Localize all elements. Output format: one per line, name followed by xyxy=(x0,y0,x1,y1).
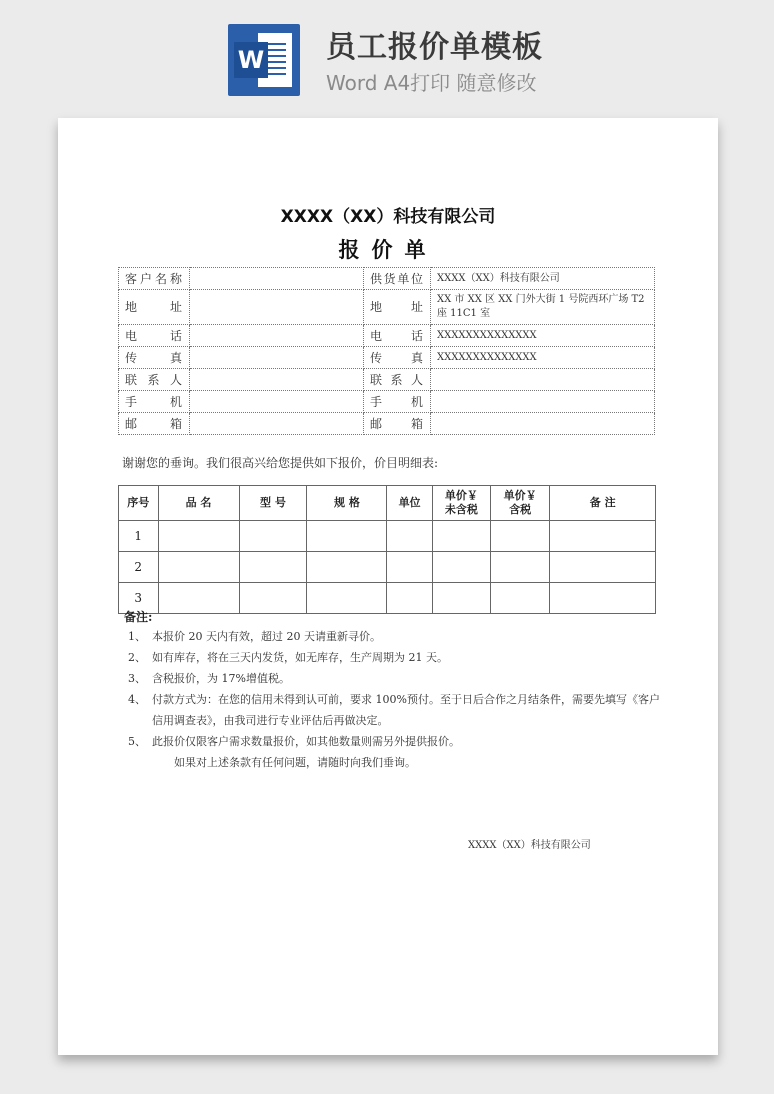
info-value-customer[interactable] xyxy=(190,290,364,325)
quote-cell[interactable] xyxy=(239,521,307,552)
info-row xyxy=(119,413,655,435)
document-page xyxy=(58,118,718,1055)
info-label: 联 系 人 xyxy=(119,369,190,391)
info-row xyxy=(119,268,655,290)
quote-cell[interactable] xyxy=(307,552,387,583)
word-document-icon xyxy=(228,24,300,96)
info-label-supplier: 邮 箱 xyxy=(364,413,431,435)
info-value-customer[interactable] xyxy=(190,413,364,435)
quote-column-header: 单位 xyxy=(387,486,432,521)
banner-subtitle: Word A4打印 随意修改 xyxy=(326,71,537,95)
quote-column-header: 型 号 xyxy=(239,486,307,521)
quote-row-number: 2 xyxy=(119,552,159,583)
info-label: 电 话 xyxy=(119,325,190,347)
note-item xyxy=(124,689,669,731)
note-number: 5、 xyxy=(128,735,146,748)
info-value-customer[interactable] xyxy=(190,325,364,347)
info-value-supplier[interactable]: XXXX（XX）科技有限公司 xyxy=(431,268,655,290)
info-label: 地 址 xyxy=(119,290,190,325)
info-value-supplier[interactable]: XXXXXXXXXXXXXX xyxy=(431,347,655,369)
note-item xyxy=(124,731,669,752)
quote-cell[interactable] xyxy=(158,583,239,614)
quote-cell[interactable] xyxy=(387,583,432,614)
quote-cell[interactable] xyxy=(307,521,387,552)
note-number: 1、 xyxy=(128,630,146,643)
info-value-supplier[interactable]: XX 市 XX 区 XX 门外大街 1 号院西环广场 T2 座 11C1 室 xyxy=(431,290,655,325)
notes-title: 备注: xyxy=(124,610,153,624)
quote-row xyxy=(119,583,656,614)
quote-cell[interactable] xyxy=(491,583,550,614)
banner-title: 员工报价单模板 xyxy=(326,30,543,65)
note-item xyxy=(124,668,669,689)
icon-letter: W xyxy=(234,42,268,78)
info-label-supplier: 手 机 xyxy=(364,391,431,413)
info-row xyxy=(119,369,655,391)
note-text: 含税报价，为 17%增值税。 xyxy=(152,672,290,685)
note-item xyxy=(124,647,669,668)
info-value-supplier[interactable] xyxy=(431,369,655,391)
info-row xyxy=(119,290,655,325)
info-label-supplier: 传 真 xyxy=(364,347,431,369)
document-title: 报价单 xyxy=(338,237,438,262)
quote-cell[interactable] xyxy=(432,583,490,614)
quote-column-header: 品 名 xyxy=(158,486,239,521)
quote-row xyxy=(119,521,656,552)
closing-text: 如果对上述条款有任何问题，请随时向我们垂询。 xyxy=(174,756,416,769)
company-title: XXXX（XX）科技有限公司 xyxy=(280,207,496,227)
quote-column-header: 备 注 xyxy=(550,486,656,521)
quote-column-header: 单价￥ 未含税 xyxy=(432,486,490,521)
quote-row-number: 1 xyxy=(119,521,159,552)
quote-cell[interactable] xyxy=(158,521,239,552)
quote-cell[interactable] xyxy=(387,521,432,552)
info-row xyxy=(119,391,655,413)
note-text: 本报价 20 天内有效，超过 20 天请重新寻价。 xyxy=(152,630,381,643)
note-text: 如有库存，将在三天内发货，如无库存，生产周期为 21 天。 xyxy=(152,651,448,664)
info-value-customer[interactable] xyxy=(190,347,364,369)
info-label: 邮 箱 xyxy=(119,413,190,435)
quote-cell[interactable] xyxy=(158,552,239,583)
quote-column-header: 单价￥ 含税 xyxy=(491,486,550,521)
info-label: 客 户 名 称 xyxy=(119,268,190,290)
quote-cell[interactable] xyxy=(432,521,490,552)
note-number: 3、 xyxy=(128,672,146,685)
quote-cell[interactable] xyxy=(432,552,490,583)
notes-list xyxy=(124,626,669,773)
quote-column-header: 序号 xyxy=(119,486,159,521)
quote-table xyxy=(118,485,656,614)
note-text: 此报价仅限客户需求数量报价，如其他数量则需另外提供报价。 xyxy=(152,735,460,748)
info-label: 手 机 xyxy=(119,391,190,413)
quote-cell[interactable] xyxy=(239,583,307,614)
info-label-supplier: 联 系 人 xyxy=(364,369,431,391)
info-label: 传 真 xyxy=(119,347,190,369)
quote-header-row xyxy=(119,486,656,521)
quote-row-number: 3 xyxy=(119,583,159,614)
info-value-customer[interactable] xyxy=(190,268,364,290)
info-label-supplier: 电 话 xyxy=(364,325,431,347)
info-value-customer[interactable] xyxy=(190,391,364,413)
quote-cell[interactable] xyxy=(387,552,432,583)
quote-column-header: 规 格 xyxy=(307,486,387,521)
quote-cell[interactable] xyxy=(550,552,656,583)
note-text: 付款方式为：在您的信用未得到认可前，要求 100%预付。至于日后合作之月结条件，需要先填写《客户信用调查表》，由我司进行专业评估后再做决定。 xyxy=(152,693,660,727)
greeting-text: 谢谢您的垂询。我们很高兴给您提供如下报价，价目明细表: xyxy=(122,456,439,470)
info-value-supplier[interactable] xyxy=(431,413,655,435)
info-row xyxy=(119,347,655,369)
quote-cell[interactable] xyxy=(550,521,656,552)
note-number: 4、 xyxy=(128,693,146,706)
note-item xyxy=(124,626,669,647)
signature: XXXX（XX）科技有限公司 xyxy=(468,840,591,851)
info-row xyxy=(119,325,655,347)
info-value-supplier[interactable] xyxy=(431,391,655,413)
info-label-supplier: 地 址 xyxy=(364,290,431,325)
info-value-supplier[interactable]: XXXXXXXXXXXXXX xyxy=(431,325,655,347)
banner xyxy=(0,0,774,118)
quote-cell[interactable] xyxy=(491,521,550,552)
quote-cell[interactable] xyxy=(491,552,550,583)
info-value-customer[interactable] xyxy=(190,369,364,391)
quote-cell[interactable] xyxy=(239,552,307,583)
quote-cell[interactable] xyxy=(550,583,656,614)
note-number: 2、 xyxy=(128,651,146,664)
customer-supplier-info-table xyxy=(118,267,655,435)
quote-row xyxy=(119,552,656,583)
info-label-supplier: 供 货 单 位 xyxy=(364,268,431,290)
quote-cell[interactable] xyxy=(307,583,387,614)
